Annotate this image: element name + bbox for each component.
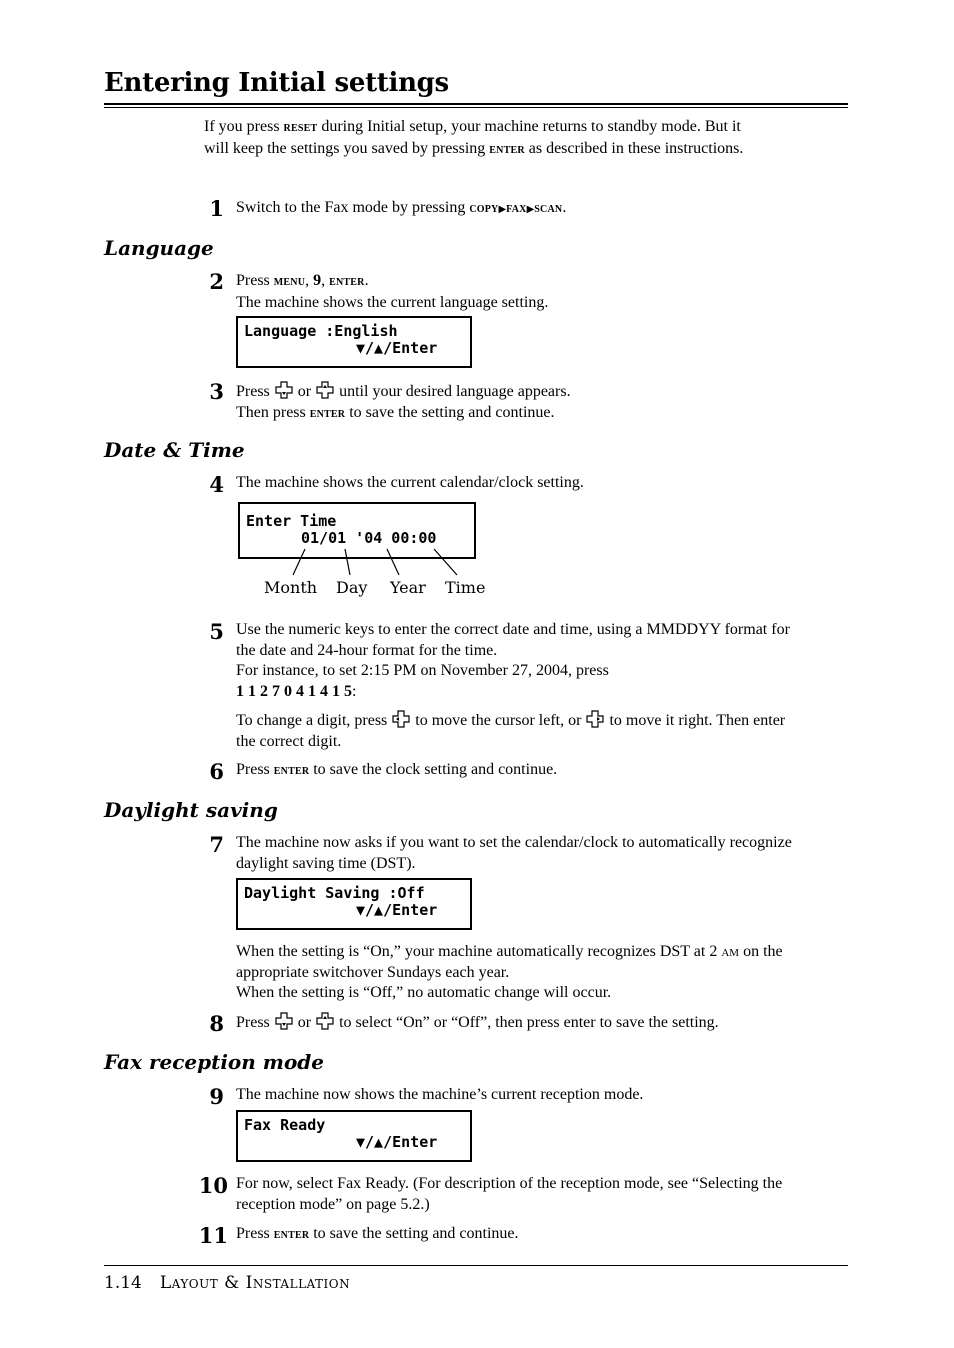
step-text: For now, select Fax Ready. (For description of the reception mode, see “Selecting the — [236, 1175, 783, 1192]
step-text: until your desired language appears. — [335, 383, 571, 400]
step-text: daylight saving time (DST). — [236, 854, 416, 872]
step-text: To change a digit, press — [236, 712, 392, 729]
lcd-line-2: ▼/▲/Enter — [356, 1133, 438, 1151]
step-number: 7 — [209, 832, 224, 857]
step-number: 4 — [209, 472, 224, 497]
step-text: Press — [236, 761, 274, 778]
step-text: Switch to the Fax mode by pressing — [236, 199, 470, 216]
step-text: to save the setting and continue. — [309, 1225, 519, 1242]
step-text: When the setting is “On,” your machine automatically recognizes DST at 2 — [236, 943, 722, 960]
step-text: to save the setting and continue. — [345, 403, 555, 421]
lcd-line-1: Language :English — [244, 322, 398, 340]
step-text: When the setting is “Off,” no automatic change will occur. — [236, 984, 612, 1001]
step-number: 3 — [209, 379, 224, 404]
step-text: . — [364, 272, 369, 289]
arrow-right-icon: ▶ — [498, 204, 507, 215]
nav-key-up-icon — [316, 381, 334, 399]
step-3-text — [236, 381, 571, 424]
enter-key: enter — [309, 405, 346, 421]
step-text: reception mode” on page 5.2.) — [236, 1195, 430, 1213]
label-month: Month — [264, 578, 318, 597]
step-text: to select “On” or “Off”, then press enter to save the setting. — [335, 1014, 719, 1031]
step-number: 10 — [198, 1173, 228, 1198]
step-text: to move it right. Then enter — [605, 712, 786, 729]
section-heading-fax: Fax reception mode — [104, 1050, 324, 1074]
step-text: Press — [236, 1014, 274, 1031]
arrow-right-icon: ▶ — [526, 204, 535, 215]
step-text: or — [293, 383, 316, 400]
step-text: the correct digit. — [236, 732, 342, 750]
step-text: to move the cursor left, or — [411, 712, 586, 729]
key-9: 9 — [313, 272, 322, 289]
pointer-time — [434, 549, 457, 575]
step-text: For instance, to set 2:15 PM on November 27, 2004, press — [236, 662, 609, 679]
step-text: on the — [739, 943, 783, 960]
step-4-text: The machine shows the current calendar/clock setting. — [236, 474, 584, 491]
date-field-pointers — [270, 546, 490, 578]
lcd-display-language — [236, 316, 472, 368]
intro-text: during Initial setup, your machine returns to standby mode. But it — [317, 118, 741, 135]
enter-key: enter — [273, 1227, 310, 1242]
footer-rule — [104, 1265, 848, 1266]
separator: , — [305, 272, 314, 289]
lcd-line-2: ▼/▲/Enter — [356, 901, 438, 919]
menu-key: menu — [273, 274, 306, 289]
step-text: Then press — [236, 403, 310, 421]
step-6-text — [236, 760, 557, 782]
step-text: Press — [236, 1225, 274, 1242]
title-rule-thin — [104, 107, 848, 108]
separator: , — [321, 272, 330, 289]
lcd-line-1: Daylight Saving :Off — [244, 884, 425, 902]
label-day: Day — [336, 578, 368, 597]
step-5-cursor-text — [236, 710, 785, 752]
digit-sequence: 1 1 2 7 0 4 1 4 1 5 — [236, 682, 352, 700]
step-number: 8 — [209, 1011, 224, 1036]
step-7-text — [236, 833, 792, 874]
step-text: The machine shows the current language setting. — [236, 293, 549, 311]
step-text: appropriate switchover Sundays each year. — [236, 963, 510, 981]
step-number: 1 — [209, 196, 224, 221]
step-text: : — [352, 682, 357, 700]
lcd-display-daylight — [236, 878, 472, 930]
page-footer — [104, 1273, 350, 1293]
lcd-display-fax — [236, 1110, 472, 1162]
step-text: or — [293, 1014, 316, 1031]
intro-paragraph — [204, 117, 743, 160]
step-text: the date and 24-hour format for the time. — [236, 641, 498, 659]
label-year: Year — [390, 578, 426, 597]
step-text: Use the numeric keys to enter the correct date and time, using a MMDDYY format for — [236, 621, 790, 638]
step-text: Press — [236, 383, 274, 400]
reset-key: reset — [283, 120, 318, 135]
enter-key: enter — [489, 141, 525, 157]
step-9-text: The machine now shows the machine’s current reception mode. — [236, 1086, 644, 1103]
step-text: . — [562, 199, 567, 216]
scan-key: scan — [534, 201, 563, 216]
pointer-year — [387, 549, 399, 575]
intro-text: as described in these instructions. — [524, 139, 744, 157]
nav-key-down-icon — [275, 381, 293, 399]
enter-key: enter — [329, 274, 365, 289]
nav-key-left-icon — [392, 710, 410, 728]
step-number: 6 — [209, 759, 224, 784]
step-7-detail — [236, 942, 783, 1004]
step-text: The machine now asks if you want to set the calendar/clock to automatically recognize — [236, 834, 792, 851]
am-label: am — [721, 943, 740, 960]
fax-key: fax — [506, 201, 527, 216]
step-text: Press — [236, 272, 274, 289]
lcd-line-1: Fax Ready — [244, 1116, 326, 1134]
step-number: 11 — [198, 1223, 228, 1248]
step-11-text — [236, 1224, 519, 1246]
footer-section-title: Layout & Installation — [159, 1273, 351, 1293]
step-text: to save the clock setting and continue. — [309, 761, 558, 778]
label-time: Time — [445, 578, 486, 597]
step-8-text — [236, 1012, 719, 1034]
pointer-month — [293, 549, 305, 575]
step-number: 5 — [209, 619, 224, 644]
step-5-text — [236, 620, 790, 702]
page-number: 1.14 — [104, 1273, 142, 1293]
title-rule — [104, 103, 848, 105]
intro-text: will keep the settings you saved by pressing — [204, 139, 490, 157]
step-number: 9 — [209, 1084, 224, 1109]
step-2-text — [236, 271, 548, 313]
nav-key-right-icon — [586, 710, 604, 728]
intro-text: If you press — [204, 118, 284, 135]
copy-key: copy — [469, 201, 499, 216]
page-title: Entering Initial settings — [104, 68, 449, 98]
lcd-line-2: 01/01 '04 00:00 — [301, 529, 437, 547]
lcd-line-1: Enter Time — [246, 512, 337, 530]
lcd-line-2: ▼/▲/Enter — [356, 339, 438, 357]
section-heading-language: Language — [104, 236, 214, 260]
nav-key-down-icon — [275, 1012, 293, 1030]
step-10-text — [236, 1174, 782, 1215]
section-heading-daylight: Daylight saving — [104, 798, 278, 822]
step-number: 2 — [209, 269, 224, 294]
section-heading-datetime: Date & Time — [104, 438, 245, 462]
enter-key: enter — [273, 763, 310, 778]
step-1-text — [236, 198, 566, 221]
pointer-day — [345, 549, 350, 575]
nav-key-up-icon — [316, 1012, 334, 1030]
